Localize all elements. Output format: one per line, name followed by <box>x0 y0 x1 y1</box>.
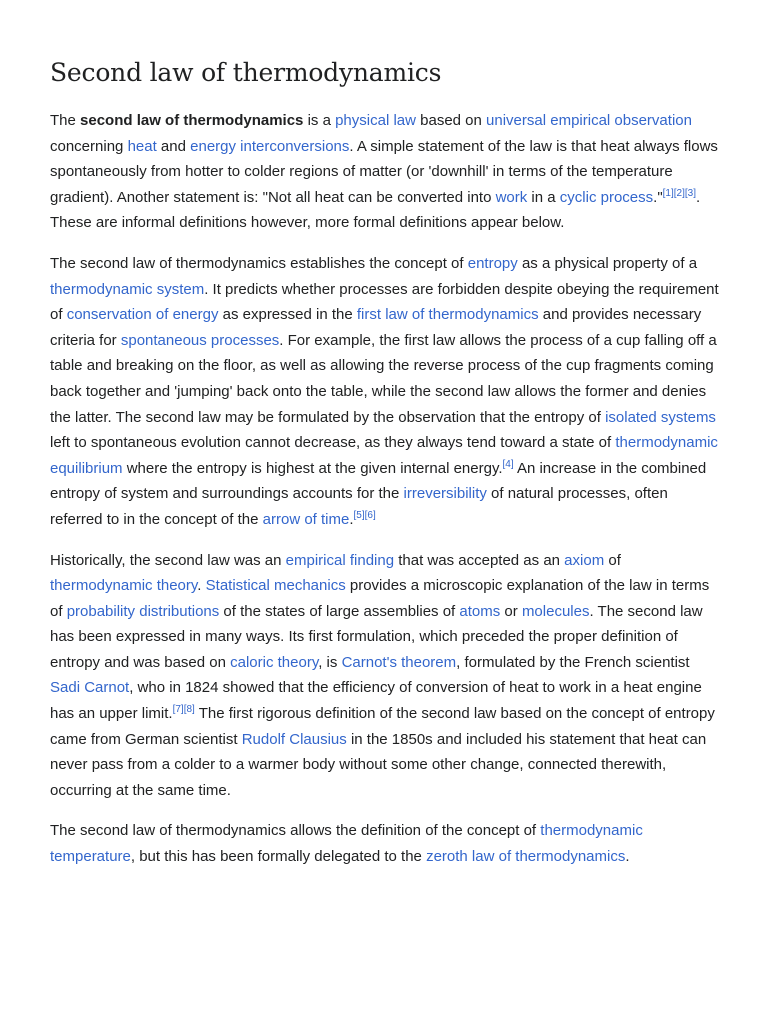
text-run: The second law of thermodynamics allows the definition of the concept of <box>50 822 541 840</box>
text-run: as a physical property of a <box>517 254 698 272</box>
text-run: The first rigorous definition of the second law based on the concept of entropy came from German scientist <box>50 705 715 748</box>
citation <box>354 510 376 521</box>
text-run: and provides necessary criteria for <box>50 306 702 349</box>
citation-link[interactable]: [4] <box>502 458 514 470</box>
article-link[interactable]: energy interconversions <box>190 137 350 155</box>
text-run: based on <box>415 112 487 129</box>
article-link[interactable]: universal empirical observation <box>486 112 692 129</box>
article-link[interactable]: arrow of time <box>262 510 350 528</box>
article-link[interactable]: thermodynamic equilibrium <box>50 434 718 477</box>
text-run: . These are informal definitions however, more formal definitions appear below. <box>50 188 701 232</box>
text-run: . The second law has been expressed in many ways. Its first formulation, which preceded the proper definition of entropy and was based on <box>50 602 703 671</box>
text-run: ." <box>653 188 663 206</box>
article-link[interactable]: heat <box>127 137 157 155</box>
text-run: . It predicts whether processes are forbidden despite obeying the requirement of <box>50 280 719 324</box>
text-run: . <box>349 510 354 528</box>
text-run: concerning <box>50 137 128 155</box>
text-run: or <box>500 602 522 620</box>
text-run: . A simple statement of the law is that heat always flows spontaneously from hotter to colder regions of matter (or 'downhill' in terms of the temperature gradient). Another statement is: "Not all heat can be converted into <box>50 137 718 206</box>
text-run: is a <box>303 112 336 129</box>
text-run: and <box>156 137 191 155</box>
article-link[interactable]: spontaneous processes <box>120 331 280 349</box>
text-run: in a <box>527 188 560 206</box>
article-link[interactable]: probability distributions <box>66 602 220 620</box>
text-run: Historically, the second law was an <box>50 551 286 569</box>
page-title: Second law of thermodynamics <box>50 58 442 87</box>
citation <box>663 188 696 199</box>
text-run: . For example, the first law allows the process of a cup falling off a table and breaking on the floor, as well as allowing the reverse process of the cup fragments coming back together and 'jumping' back onto the table, while the second law allows the former and denies the latter. The second law may be formulated by the observation that the entropy of <box>50 331 717 426</box>
article-link[interactable]: axiom <box>564 551 605 569</box>
article-link[interactable]: molecules <box>521 602 590 620</box>
article-link[interactable]: isolated systems <box>605 408 716 426</box>
text-run: An increase in the combined entropy of system and surroundings accounts for the <box>50 459 707 503</box>
article-link[interactable]: Sadi Carnot <box>50 679 130 697</box>
article-link[interactable]: first law of thermodynamics <box>356 306 539 324</box>
article-link[interactable]: Rudolf Clausius <box>241 730 347 748</box>
article-link[interactable]: atoms <box>459 602 501 620</box>
article-link[interactable]: Statistical mechanics <box>205 577 346 595</box>
text-run: . <box>625 848 630 866</box>
text-run: , but this has been formally delegated to the <box>130 848 427 866</box>
citation <box>173 704 195 715</box>
text-run: The second law of thermodynamics establishes the concept of <box>50 254 468 272</box>
article-link[interactable]: physical law <box>335 112 416 129</box>
text-run: where the entropy is highest at the given internal energy. <box>122 459 503 477</box>
article-body <box>50 108 720 870</box>
article-link[interactable]: empirical finding <box>285 551 395 569</box>
article-link[interactable]: entropy <box>467 254 518 272</box>
text-run: of <box>604 551 621 569</box>
text-run: of natural processes, often referred to in the concept of the <box>50 485 668 528</box>
text-run: in the 1850s and included his statement that heat can never pass from a colder to a warmer body without some other change, connected therewith, occurring at the same time. <box>50 730 707 799</box>
text-run: provides a microscopic explanation of the law in terms of <box>50 577 710 620</box>
citation-link[interactable]: [5][6] <box>353 509 376 521</box>
article-link[interactable]: work <box>495 188 528 206</box>
article-link[interactable]: zeroth law of thermodynamics <box>426 848 626 866</box>
text-run: , formulated by the French scientist <box>456 653 690 671</box>
text-run: that was accepted as an <box>394 551 565 569</box>
text-run: , is <box>318 653 342 671</box>
paragraph <box>50 548 720 804</box>
paragraph <box>50 818 720 869</box>
text-run: . <box>197 577 206 595</box>
article-link[interactable]: caloric theory <box>230 653 319 671</box>
article-link[interactable]: irreversibility <box>403 485 487 503</box>
article-link[interactable]: Carnot's theorem <box>341 653 457 671</box>
bold-term: second law of thermodynamics <box>80 112 304 129</box>
text-run: The <box>50 112 81 129</box>
article-link[interactable]: thermodynamic temperature <box>50 822 643 866</box>
text-run: left to spontaneous evolution cannot decrease, as they always tend toward a state of <box>50 434 616 452</box>
citation-link[interactable]: [1][2][3] <box>662 187 697 199</box>
article-link[interactable]: cyclic process <box>559 188 654 206</box>
paragraph <box>50 251 720 533</box>
article <box>50 56 720 885</box>
citation <box>503 459 514 470</box>
text-run: of the states of large assemblies of <box>219 602 460 620</box>
text-run: , who in 1824 showed that the efficiency of conversion of heat to work in a heat engine has an upper limit. <box>50 679 702 723</box>
text-run: as expressed in the <box>218 306 357 324</box>
paragraph <box>50 108 720 236</box>
article-link[interactable]: conservation of energy <box>66 306 219 324</box>
article-link[interactable]: thermodynamic theory <box>50 577 198 595</box>
article-link[interactable]: thermodynamic system <box>50 280 205 298</box>
citation-link[interactable]: [7][8] <box>172 704 195 716</box>
